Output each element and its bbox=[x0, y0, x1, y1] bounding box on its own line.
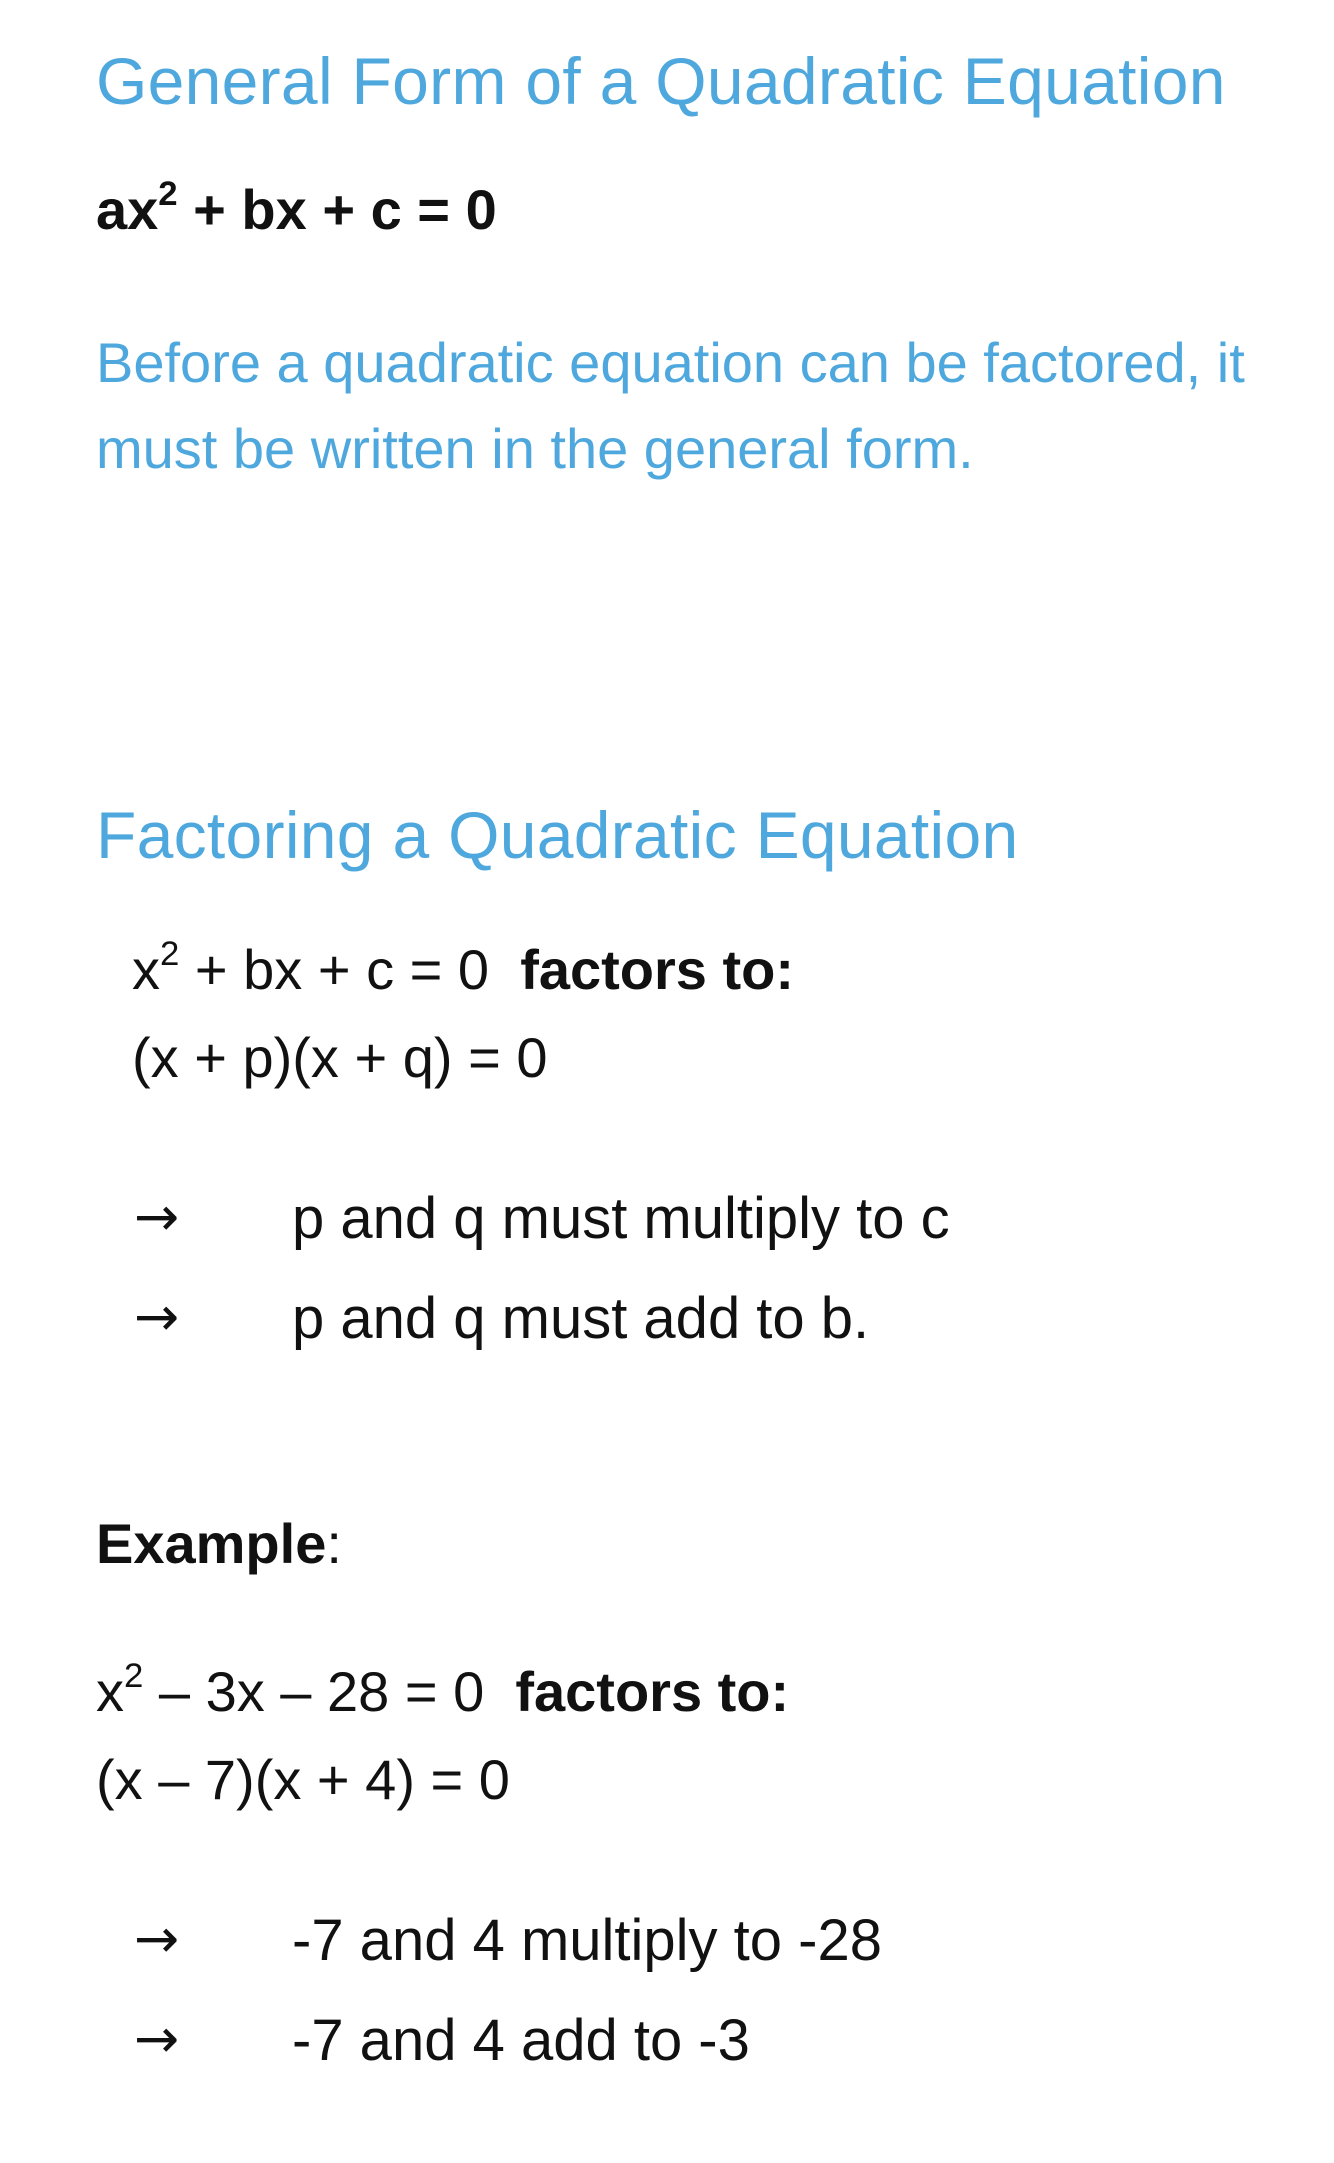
arrow-right-icon: → bbox=[134, 1907, 180, 1970]
factoring-rule-add: p and q must add to b. bbox=[292, 1286, 870, 1351]
example-equation-base: x bbox=[96, 1660, 124, 1723]
general-form-equation-exponent: 2 bbox=[158, 175, 178, 214]
general-form-equation bbox=[96, 175, 497, 241]
factoring-equation-exponent: 2 bbox=[160, 935, 180, 974]
example-label-colon: : bbox=[326, 1512, 342, 1575]
factoring-equation bbox=[132, 935, 794, 1001]
example-factored-form: (x – 7)(x + 4) = 0 bbox=[96, 1748, 510, 1811]
general-form-heading: General Form of a Quadratic Equation bbox=[96, 44, 1226, 118]
factoring-equation-rest: + bx + c = 0 bbox=[179, 938, 490, 1001]
general-form-note: Before a quadratic equation can be factored, it must be written in the general form. bbox=[96, 331, 1245, 480]
general-form-equation-rest: + bx + c = 0 bbox=[177, 178, 497, 241]
factoring-heading: Factoring a Quadratic Equation bbox=[96, 798, 1019, 872]
factoring-factored-form: (x + p)(x + q) = 0 bbox=[132, 1026, 548, 1089]
example-equation-exponent: 2 bbox=[124, 1657, 144, 1696]
example-label bbox=[96, 1512, 342, 1575]
factoring-rule-multiply: p and q must multiply to c bbox=[292, 1186, 950, 1251]
example-rule-multiply: -7 and 4 multiply to -28 bbox=[292, 1908, 882, 1973]
example-equation-rest: – 3x – 28 = 0 bbox=[143, 1660, 485, 1723]
example-rule-add: -7 and 4 add to -3 bbox=[292, 2008, 750, 2073]
arrow-right-icon: → bbox=[134, 1285, 180, 1348]
arrow-right-icon: → bbox=[134, 2007, 180, 2070]
example-label-text: Example bbox=[96, 1512, 327, 1575]
example-equation bbox=[96, 1657, 790, 1723]
factoring-equation-suffix: factors to: bbox=[520, 938, 794, 1001]
factoring-equation-base: x bbox=[132, 938, 160, 1001]
general-form-equation-base: ax bbox=[96, 178, 159, 241]
arrow-right-icon: → bbox=[134, 1185, 180, 1248]
example-equation-suffix: factors to: bbox=[515, 1660, 790, 1723]
